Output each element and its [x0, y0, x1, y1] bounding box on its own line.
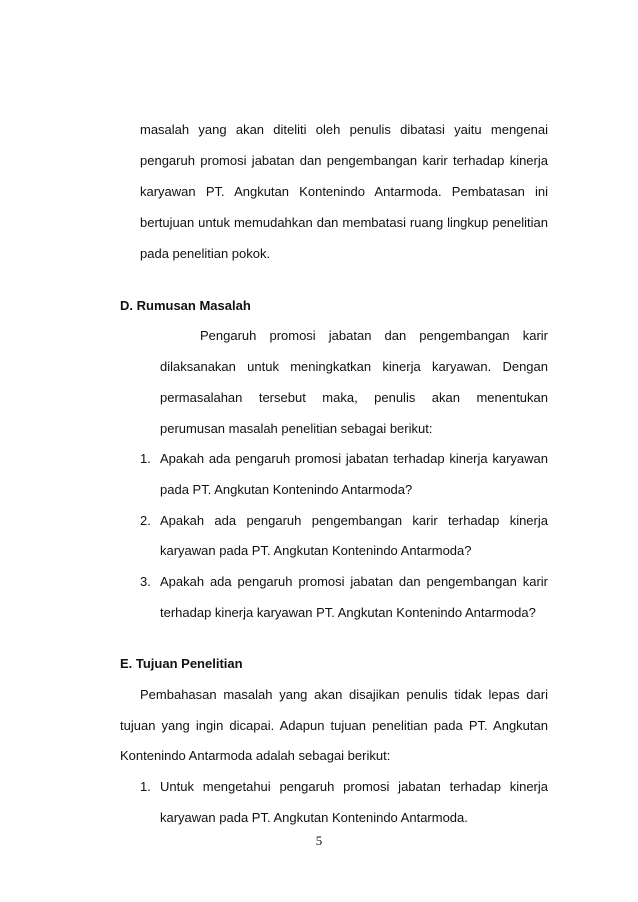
section-d-para-line-3: permasalahan tersebut maka, penulis akan menentukan [160, 390, 548, 405]
section-e-heading: E. Tujuan Penelitian [120, 656, 243, 671]
list-item-line: Apakah ada pengaruh pengembangan karir terhadap kinerja [160, 513, 548, 528]
section-e-para-line-1: Pembahasan masalah yang akan disajikan penulis tidak lepas dari [140, 687, 548, 702]
list-item-line: terhadap kinerja karyawan PT. Angkutan Kontenindo Antarmoda? [160, 605, 536, 620]
section-d-heading: D. Rumusan Masalah [120, 298, 251, 313]
section-d-para-line-4: perumusan masalah penelitian sebagai berikut: [160, 421, 433, 436]
section-e-para-line-3: Kontenindo Antarmoda adalah sebagai berikut: [120, 748, 391, 763]
intro-line-3: karyawan PT. Angkutan Kontenindo Antarmoda. Pembatasan ini [140, 184, 548, 199]
intro-line-2: pengaruh promosi jabatan dan pengembangan karir terhadap kinerja [140, 153, 548, 168]
list-number: 1. [140, 451, 151, 466]
list-item-line: karyawan pada PT. Angkutan Kontenindo Antarmoda? [160, 543, 472, 558]
list-item-line: Apakah ada pengaruh promosi jabatan terhadap kinerja karyawan [160, 451, 548, 466]
intro-line-1: masalah yang akan diteliti oleh penulis dibatasi yaitu mengenai [140, 122, 548, 137]
list-item-line: pada PT. Angkutan Kontenindo Antarmoda? [160, 482, 413, 497]
list-number: 2. [140, 513, 151, 528]
section-e-para-line-2: tujuan yang ingin dicapai. Adapun tujuan penelitian pada PT. Angkutan [120, 718, 548, 733]
list-item-line: Untuk mengetahui pengaruh promosi jabatan terhadap kinerja [160, 779, 548, 794]
section-d-para-line-1: Pengaruh promosi jabatan dan pengembangan karir [200, 328, 548, 343]
section-d-para-line-2: dilaksanakan untuk meningkatkan kinerja karyawan. Dengan [160, 359, 548, 374]
list-item-line: Apakah ada pengaruh promosi jabatan dan pengembangan karir [160, 574, 548, 589]
intro-line-5: pada penelitian pokok. [140, 246, 271, 261]
list-number: 3. [140, 574, 151, 589]
intro-line-4: bertujuan untuk memudahkan dan membatasi ruang lingkup penelitian [140, 215, 548, 230]
page-number: 5 [315, 833, 323, 848]
list-number: 1. [140, 779, 151, 794]
list-item-line: karyawan pada PT. Angkutan Kontenindo Antarmoda. [160, 810, 468, 825]
